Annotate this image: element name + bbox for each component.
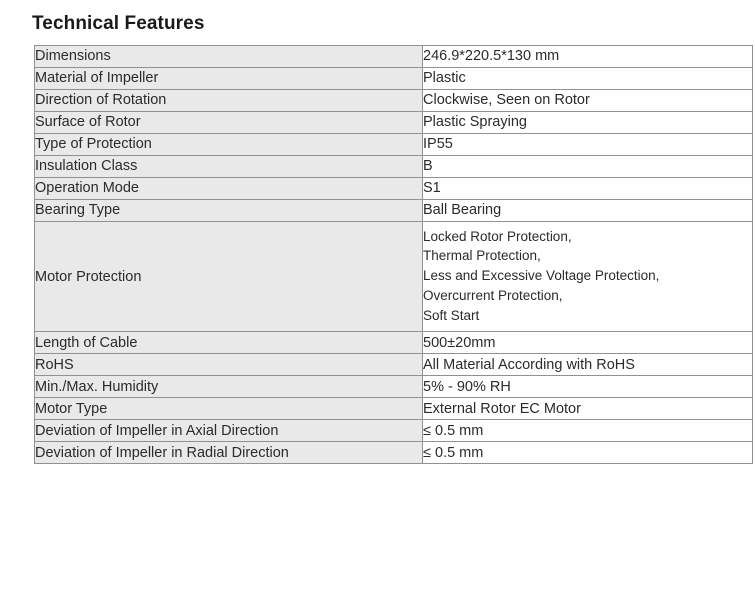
row-value: IP55 xyxy=(423,134,753,156)
row-value: 500±20mm xyxy=(423,332,753,354)
row-label: Dimensions xyxy=(35,46,423,68)
row-value: ≤ 0.5 mm xyxy=(423,420,753,442)
row-value: 246.9*220.5*130 mm xyxy=(423,46,753,68)
table-row xyxy=(35,112,753,134)
table-row xyxy=(35,200,753,222)
row-value: Ball Bearing xyxy=(423,200,753,222)
motor-protection-list xyxy=(423,227,752,326)
table-row xyxy=(35,134,753,156)
table-row xyxy=(35,332,753,354)
list-item: Soft Start xyxy=(423,308,480,323)
row-value: Plastic xyxy=(423,68,753,90)
row-value: B xyxy=(423,156,753,178)
row-value: External Rotor EC Motor xyxy=(423,398,753,420)
document-page xyxy=(0,13,755,613)
row-label: RoHS xyxy=(35,354,423,376)
row-label: Deviation of Impeller in Axial Direction xyxy=(35,420,423,442)
row-label: Type of Protection xyxy=(35,134,423,156)
row-label: Material of Impeller xyxy=(35,68,423,90)
row-value: Clockwise, Seen on Rotor xyxy=(423,90,753,112)
row-label: Direction of Rotation xyxy=(35,90,423,112)
table-row xyxy=(35,46,753,68)
row-label: Min./Max. Humidity xyxy=(35,376,423,398)
row-label: Deviation of Impeller in Radial Direction xyxy=(35,442,423,464)
row-value: Plastic Spraying xyxy=(423,112,753,134)
table-row xyxy=(35,178,753,200)
table-row xyxy=(35,68,753,90)
list-item: Overcurrent Protection, xyxy=(423,288,563,304)
row-label: Operation Mode xyxy=(35,178,423,200)
technical-features-table xyxy=(34,45,753,464)
table-row xyxy=(35,156,753,178)
table-row xyxy=(35,442,753,464)
row-value: All Material According with RoHS xyxy=(423,354,753,376)
row-label: Motor Type xyxy=(35,398,423,420)
list-item: Less and Excessive Voltage Protection, xyxy=(423,268,660,284)
list-item: Locked Rotor Protection, xyxy=(423,228,572,244)
row-value xyxy=(423,222,753,332)
row-label: Length of Cable xyxy=(35,332,423,354)
table-row xyxy=(35,420,753,442)
table-row xyxy=(35,398,753,420)
row-value: 5% - 90% RH xyxy=(423,376,753,398)
list-item: Thermal Protection, xyxy=(423,248,541,264)
row-label: Motor Protection xyxy=(35,222,423,332)
table-row xyxy=(35,354,753,376)
row-label: Insulation Class xyxy=(35,156,423,178)
table-row xyxy=(35,90,753,112)
page-title: Technical Features xyxy=(32,13,205,34)
row-value: S1 xyxy=(423,178,753,200)
table-row xyxy=(35,376,753,398)
row-value: ≤ 0.5 mm xyxy=(423,442,753,464)
row-label: Bearing Type xyxy=(35,200,423,222)
table-row-motor-protection xyxy=(35,222,753,332)
row-label: Surface of Rotor xyxy=(35,112,423,134)
